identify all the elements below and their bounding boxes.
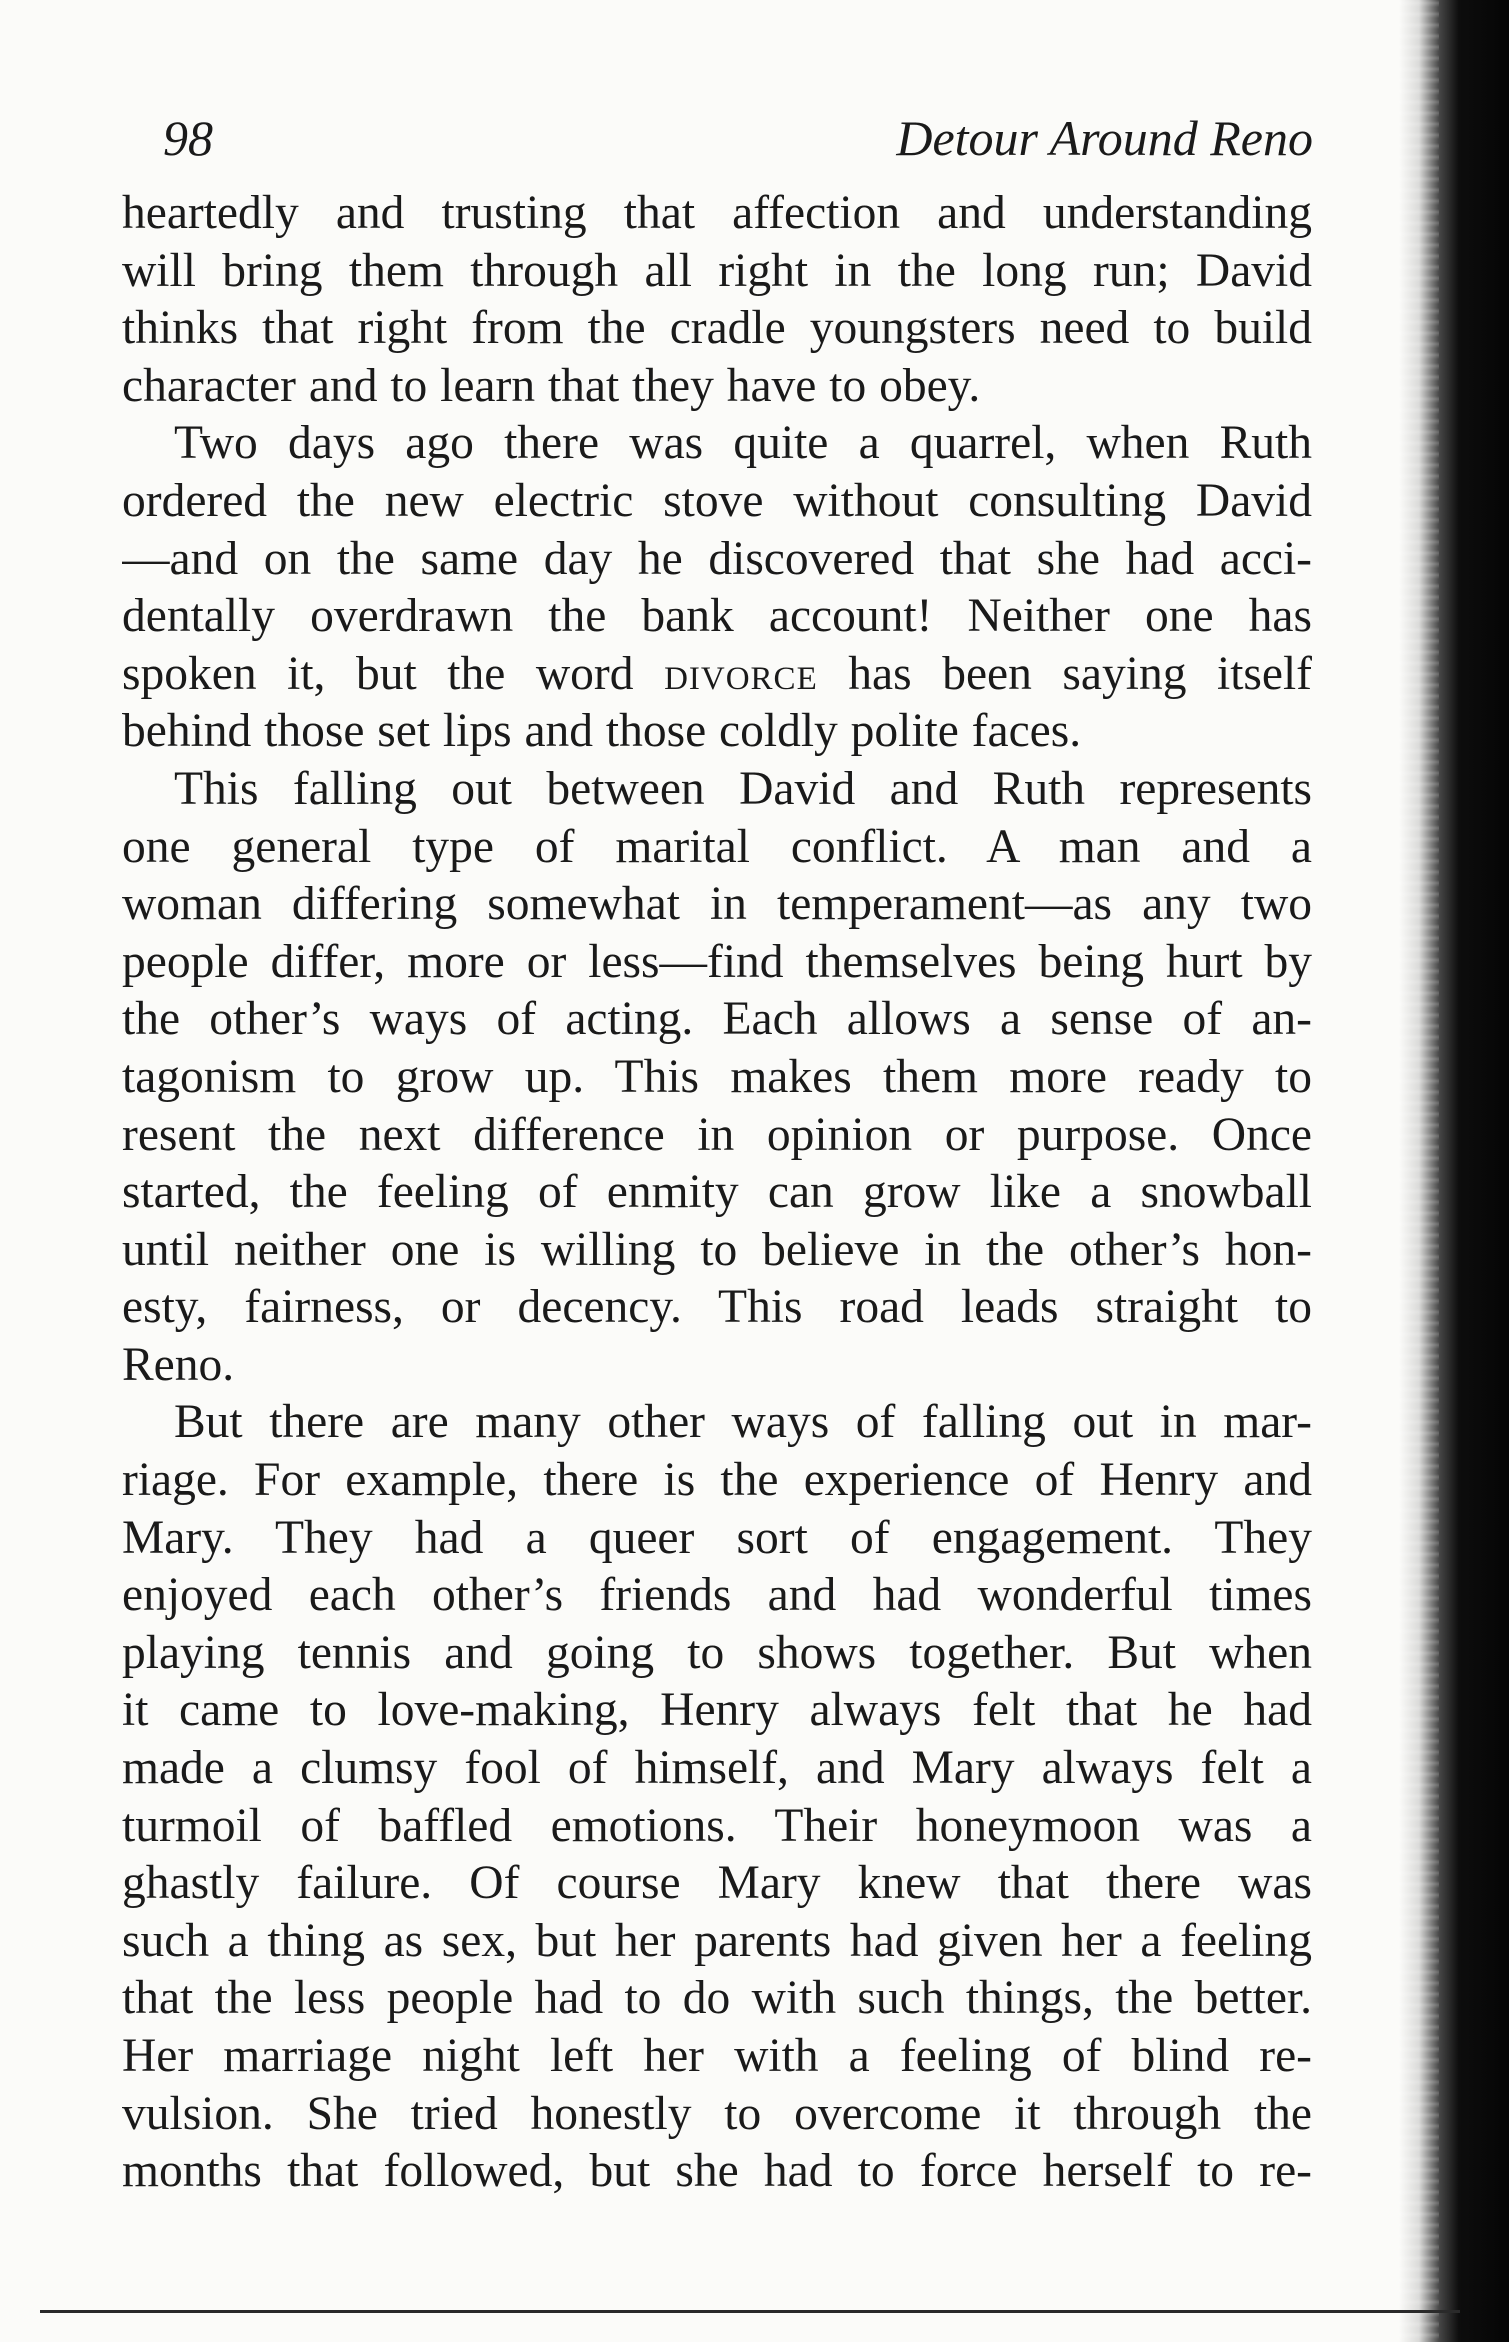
text-line: that the less people had to do with such things, the better. [122, 1972, 1312, 2025]
gutter-texture [1399, 0, 1439, 2342]
text-line: turmoil of baffled emotions. Their honeymoon was a [122, 1799, 1312, 1852]
text-line: ordered the new electric stove without consulting David [122, 474, 1312, 527]
paragraph-2 [122, 415, 1312, 761]
running-title: Detour Around Reno [896, 110, 1313, 166]
paragraph-3 [122, 761, 1312, 1395]
text-line: Two days ago there was quite a quarrel, when Ruth [174, 417, 1312, 470]
text-line: enjoyed each other’s friends and had wonderful times [122, 1569, 1312, 1622]
text-line-smallcaps: spoken it, but the word divorce has been saying itself [122, 647, 1312, 700]
text-line: woman differing somewhat in temperament—as any two [122, 878, 1312, 931]
text-line: will bring them through all right in the long run; David [122, 244, 1312, 297]
text-line: it came to love-making, Henry always felt that he had [122, 1684, 1312, 1737]
text-line: Reno. [122, 1338, 235, 1391]
text-line: months that followed, but she had to force herself to re- [122, 2145, 1312, 2198]
text-line: started, the feeling of enmity can grow like a snowball [122, 1166, 1312, 1219]
text-line: Her marriage night left her with a feeling of blind re- [122, 2030, 1312, 2082]
text-line: This falling out between David and Ruth represents [174, 762, 1312, 815]
text-line: thinks that right from the cradle youngsters need to build [122, 302, 1312, 355]
page-bottom-edge [40, 2310, 1460, 2313]
paragraph-1 [122, 185, 1312, 415]
text-line: Mary. They had a queer sort of engagement. They [122, 1511, 1312, 1564]
text-line: esty, fairness, or decency. This road leads straight to [122, 1281, 1312, 1334]
text-line: playing tennis and going to shows together. But when [122, 1626, 1312, 1679]
text-line: dentally overdrawn the bank account! Neither one has [122, 590, 1312, 643]
text-line: vulsion. She tried honestly to overcome it through the [122, 2087, 1312, 2140]
text-line: heartedly and trusting that affection and understanding [122, 187, 1312, 239]
text-line: the other’s ways of acting. Each allows a sense of an- [122, 993, 1312, 1046]
page-number: 98 [163, 110, 213, 166]
text-line: tagonism to grow up. This makes them more ready to [122, 1050, 1312, 1103]
paragraph-4 [122, 1394, 1312, 2200]
text-line: ghastly failure. Of course Mary knew that there was [122, 1857, 1312, 1910]
text-line: character and to learn that they have to obey. [122, 359, 981, 412]
text-line: until neither one is willing to believe in the other’s hon- [122, 1223, 1312, 1276]
body-text [122, 185, 1312, 2201]
text-line: But there are many other ways of falling out in mar- [174, 1396, 1312, 1449]
text-line: such a thing as sex, but her parents had given her a feeling [122, 1914, 1312, 1967]
smallcaps-word: divorce [664, 647, 818, 700]
text-line: people differ, more or less—find themselves being hurt by [122, 935, 1312, 988]
text-line: one general type of marital conflict. A man and a [122, 820, 1312, 873]
text-line: —and on the same day he discovered that she had acci- [122, 532, 1312, 585]
text-line: riage. For example, there is the experience of Henry and [122, 1454, 1312, 1507]
text-line: resent the next difference in opinion or purpose. Once [122, 1108, 1312, 1161]
running-header [163, 108, 1313, 168]
text-line: behind those set lips and those coldly polite faces. [122, 705, 1082, 758]
text-line: made a clumsy fool of himself, and Mary always felt a [122, 1742, 1312, 1795]
